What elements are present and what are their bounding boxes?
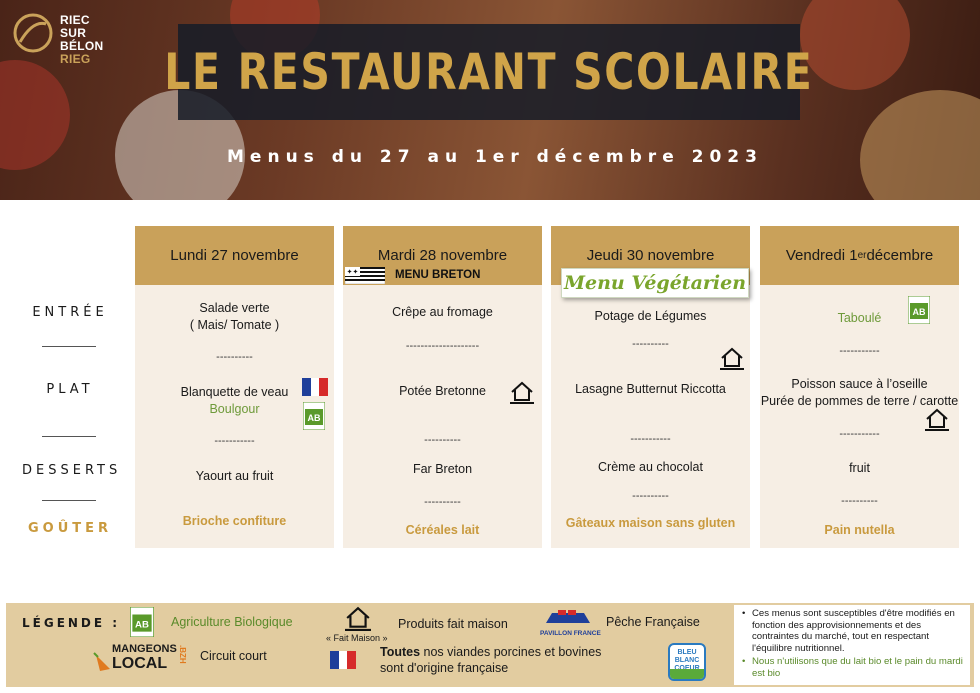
separator: ---------- — [632, 338, 669, 350]
plat-item: Lasagne Butternut Riccotta — [575, 382, 726, 396]
legend-viandes-line2: sont d'origine française — [380, 661, 509, 675]
day-header-tail: décembre — [866, 247, 934, 264]
bleu-blanc-coeur-logo — [668, 643, 706, 681]
day-header: Mardi 28 novembre — [343, 226, 542, 285]
viandes-bold: Toutes — [380, 645, 421, 659]
dessert-item: Crème au chocolat — [598, 460, 703, 474]
svg-text:AB: AB — [307, 413, 321, 423]
gouter-item: Gâteaux maison sans gluten — [565, 516, 736, 530]
logo-line: RIEC — [60, 13, 90, 27]
note-item: • Nous n'utilisons que du lait bio et le pain du mardi est bio — [742, 656, 964, 679]
fait-maison-icon — [718, 346, 746, 370]
legend-fait-maison-label: Produits fait maison — [398, 617, 508, 631]
ab-bio-icon — [908, 296, 930, 324]
separator: -------------------- — [405, 340, 480, 352]
entree-item: Taboulé — [837, 311, 882, 325]
separator: ---------- — [632, 490, 669, 502]
row-divider — [42, 500, 96, 501]
plat-item: Blanquette de veau — [180, 385, 289, 399]
svg-text:AB: AB — [912, 307, 926, 317]
legend-panel — [6, 603, 974, 687]
svg-text:✦✦: ✦✦ — [346, 267, 359, 276]
logo-line: RIEG — [60, 52, 91, 66]
separator: ---------- — [216, 351, 253, 363]
menu-vegetarien-badge: Menu Végétarien — [561, 268, 749, 298]
row-label-gouter: GOÛTER — [27, 521, 113, 536]
separator: ---------- — [424, 434, 461, 446]
day-column-thursday — [551, 226, 750, 548]
pavillon-france-text: PAVILLON FRANCE — [540, 630, 601, 637]
mangeons-local-logo — [92, 641, 192, 681]
bbc-green-band — [670, 669, 704, 679]
carrot-icon — [92, 651, 112, 673]
separator: ---------- — [424, 496, 461, 508]
pasta-decoration — [860, 90, 980, 200]
pavillon-france-logo — [540, 609, 601, 637]
french-flag-icon — [302, 378, 328, 396]
breton-flag-icon — [345, 267, 385, 284]
bleu-blanc-coeur-text: BLEU BLANC — [674, 649, 700, 664]
plat-item: Poisson sauce à l’oseille — [791, 377, 928, 391]
dessert-item: fruit — [849, 461, 870, 475]
day-header-main: Vendredi 1 — [785, 247, 858, 264]
day-header: Lundi 27 novembre — [135, 226, 334, 285]
day-header: Jeudi 30 novembre — [551, 226, 750, 285]
legend-notes — [734, 605, 970, 685]
day-header — [760, 226, 959, 285]
plat-side-item: Boulgour — [209, 402, 260, 416]
legend-circuit-label: Circuit court — [200, 649, 267, 663]
entree-item: Crêpe au fromage — [392, 305, 493, 319]
day-column-friday — [760, 226, 959, 548]
page-title: LE RESTAURANT SCOLAIRE — [164, 43, 814, 101]
separator: ----------- — [630, 433, 671, 445]
entree-item: Salade verte — [199, 301, 270, 315]
dessert-item: Yaourt au fruit — [195, 469, 274, 483]
gouter-item: Pain nutella — [824, 523, 895, 537]
menu-breton-tag — [345, 266, 480, 284]
separator: ----------- — [839, 345, 880, 357]
tomato-decoration — [800, 0, 910, 90]
note-item: • Ces menus sont susceptibles d'être modifiés en fonction des approvisionnements et des contraintes du marché, tout en respectant l'équilibre nutritionnel. — [742, 608, 964, 654]
row-label-plat: PLAT — [46, 382, 94, 397]
svg-text:AB: AB — [135, 619, 149, 631]
riec-sur-belon-logo — [10, 10, 140, 66]
logo-line: BÉLON — [60, 39, 104, 53]
logo-line: SUR — [60, 26, 87, 40]
separator: ---------- — [841, 495, 878, 507]
legend-peche-label: Pêche Française — [606, 615, 700, 629]
row-divider — [42, 436, 96, 437]
separator: ----------- — [214, 435, 255, 447]
mangeons-text: MANGEONS — [112, 643, 177, 655]
entree-item-detail: ( Mais/ Tomate ) — [189, 318, 280, 332]
entree-item: Potage de Légumes — [594, 309, 707, 323]
legend-viandes-line1 — [380, 645, 601, 659]
day-column-monday — [135, 226, 334, 548]
fait-maison-icon — [508, 380, 536, 404]
header-banner — [0, 0, 980, 200]
plat-item: Potée Bretonne — [399, 384, 486, 398]
ab-bio-icon — [303, 402, 325, 430]
day-header-sup: er — [857, 250, 867, 261]
title-box — [164, 24, 814, 120]
fait-maison-caption: « Fait Maison » — [326, 633, 388, 643]
row-divider — [42, 346, 96, 347]
fait-maison-icon — [342, 605, 374, 631]
row-label-desserts: DESSERTS — [22, 463, 122, 478]
boat-icon — [540, 609, 596, 625]
gouter-item: Brioche confiture — [182, 514, 287, 528]
french-flag-icon — [330, 651, 356, 669]
dessert-item: Far Breton — [412, 462, 473, 476]
day-column-tuesday — [343, 226, 542, 548]
legend-bio-label: Agriculture Biologique — [171, 615, 293, 629]
logo-mark-icon — [10, 10, 56, 56]
page-subtitle: Menus du 27 au 1er décembre 2023 — [227, 147, 763, 167]
menu-breton-label: MENU BRETON — [395, 269, 481, 281]
legend-title: LÉGENDE : — [22, 616, 121, 630]
viandes-rest: nos viandes porcines et bovines — [420, 645, 602, 659]
bzh-text: .BZH — [178, 645, 187, 664]
local-text: LOCAL — [112, 655, 168, 672]
ab-bio-icon — [130, 607, 154, 637]
row-label-entree: ENTRÉE — [32, 305, 108, 320]
gouter-item: Céréales lait — [405, 523, 480, 537]
separator: ----------- — [839, 428, 880, 440]
plat-side-item: Purée de pommes de terre / carotte — [760, 394, 959, 408]
